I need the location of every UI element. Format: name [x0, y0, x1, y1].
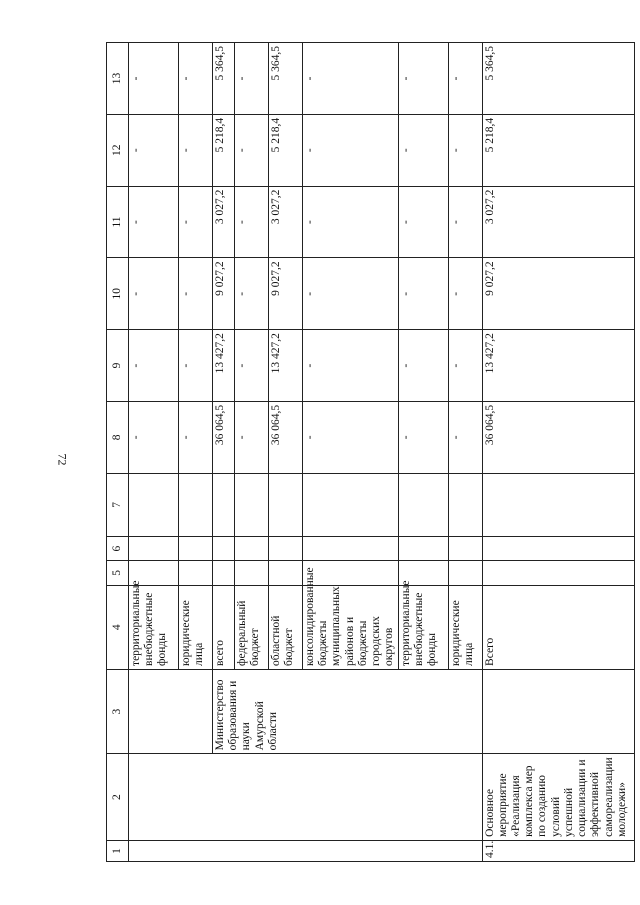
cell-dash: -	[179, 114, 213, 186]
cell-dash: -	[448, 401, 482, 473]
cell-value: 36 064,5	[269, 401, 303, 473]
cell-dash: -	[398, 330, 448, 402]
cell-dash: -	[129, 114, 179, 186]
cell-dash: -	[235, 43, 269, 115]
row-label: юридические лица	[448, 585, 482, 669]
cell-dash: -	[303, 330, 399, 402]
cell-value: 5 364,5	[482, 43, 634, 115]
cell-dash: -	[179, 401, 213, 473]
cell-dash: -	[448, 43, 482, 115]
cell-dash: -	[303, 258, 399, 330]
cell-dash: -	[448, 330, 482, 402]
cell-dash: -	[129, 186, 179, 258]
row-label: Всего	[482, 585, 634, 669]
cell-value: 9 027,2	[269, 258, 303, 330]
col-header: 9	[107, 330, 129, 402]
row-label: территориальные внебюджетные фонды	[398, 585, 448, 669]
col-header: 1	[107, 840, 129, 861]
col-header: 2	[107, 754, 129, 841]
col-header: 13	[107, 43, 129, 115]
cell-value: 5 364,5	[269, 43, 303, 115]
budget-table	[106, 42, 635, 862]
col-header: 12	[107, 114, 129, 186]
row-label: всего	[213, 585, 235, 669]
cell-value: 9 027,2	[213, 258, 235, 330]
row-label: территориальные внебюджетные фонды	[129, 585, 179, 669]
row-label: федеральный бюджет	[235, 585, 269, 669]
table-row	[482, 43, 634, 862]
activity-number: 4.1.	[482, 840, 634, 861]
col-header: 8	[107, 401, 129, 473]
cell-dash: -	[179, 330, 213, 402]
cell-value: 13 427,2	[482, 330, 634, 402]
cell-dash: -	[303, 114, 399, 186]
cell-dash: -	[129, 43, 179, 115]
cell-dash: -	[179, 186, 213, 258]
cell-dash: -	[398, 186, 448, 258]
ministry-cell: Министерство образования и науки Амурской области	[213, 669, 483, 753]
page-number: 72	[55, 453, 70, 466]
cell-dash: -	[235, 186, 269, 258]
cell-value: 5 218,4	[213, 114, 235, 186]
col-header: 10	[107, 258, 129, 330]
activity-name: Основное мероприятие «Реализация комплекса мер по созданию условий успешной социализации и эффективной самореализации молодежи»	[482, 754, 634, 841]
cell-value: 13 427,2	[269, 330, 303, 402]
cell-dash: -	[398, 114, 448, 186]
cell-dash: -	[179, 43, 213, 115]
cell-dash: -	[448, 258, 482, 330]
cell-value: 9 027,2	[482, 258, 634, 330]
cell-dash: -	[303, 401, 399, 473]
table-row	[129, 43, 179, 862]
col-header: 4	[107, 585, 129, 669]
cell-dash: -	[235, 258, 269, 330]
cell-dash: -	[398, 258, 448, 330]
cell-dash: -	[235, 114, 269, 186]
col-header: 11	[107, 186, 129, 258]
cell-value: 5 364,5	[213, 43, 235, 115]
cell-value: 3 027,2	[213, 186, 235, 258]
col-header: 3	[107, 669, 129, 753]
cell-value: 5 218,4	[482, 114, 634, 186]
cell-dash: -	[448, 186, 482, 258]
cell-dash: -	[398, 401, 448, 473]
cell-dash: -	[129, 330, 179, 402]
cell-value: 36 064,5	[213, 401, 235, 473]
cell-dash: -	[303, 186, 399, 258]
col-header: 7	[107, 473, 129, 536]
row-label: юридические лица	[179, 585, 213, 669]
cell-dash: -	[235, 401, 269, 473]
cell-dash: -	[398, 43, 448, 115]
cell-dash: -	[303, 43, 399, 115]
cell-dash: -	[129, 401, 179, 473]
row-label: областной бюджет	[269, 585, 303, 669]
cell-value: 13 427,2	[213, 330, 235, 402]
cell-value: 3 027,2	[269, 186, 303, 258]
cell-dash: -	[235, 330, 269, 402]
header-row	[107, 43, 129, 862]
row-label: консолидированные бюджеты муниципальных районов и бюджеты городских округов	[303, 585, 399, 669]
table-row	[179, 43, 213, 862]
cell-value: 5 218,4	[269, 114, 303, 186]
cell-dash: -	[179, 258, 213, 330]
col-header: 6	[107, 537, 129, 561]
rotated-table-container	[106, 42, 635, 862]
cell-value: 36 064,5	[482, 401, 634, 473]
col-header: 5	[107, 561, 129, 585]
cell-dash: -	[129, 258, 179, 330]
table-row	[213, 43, 235, 862]
cell-dash: -	[448, 114, 482, 186]
cell-value: 3 027,2	[482, 186, 634, 258]
